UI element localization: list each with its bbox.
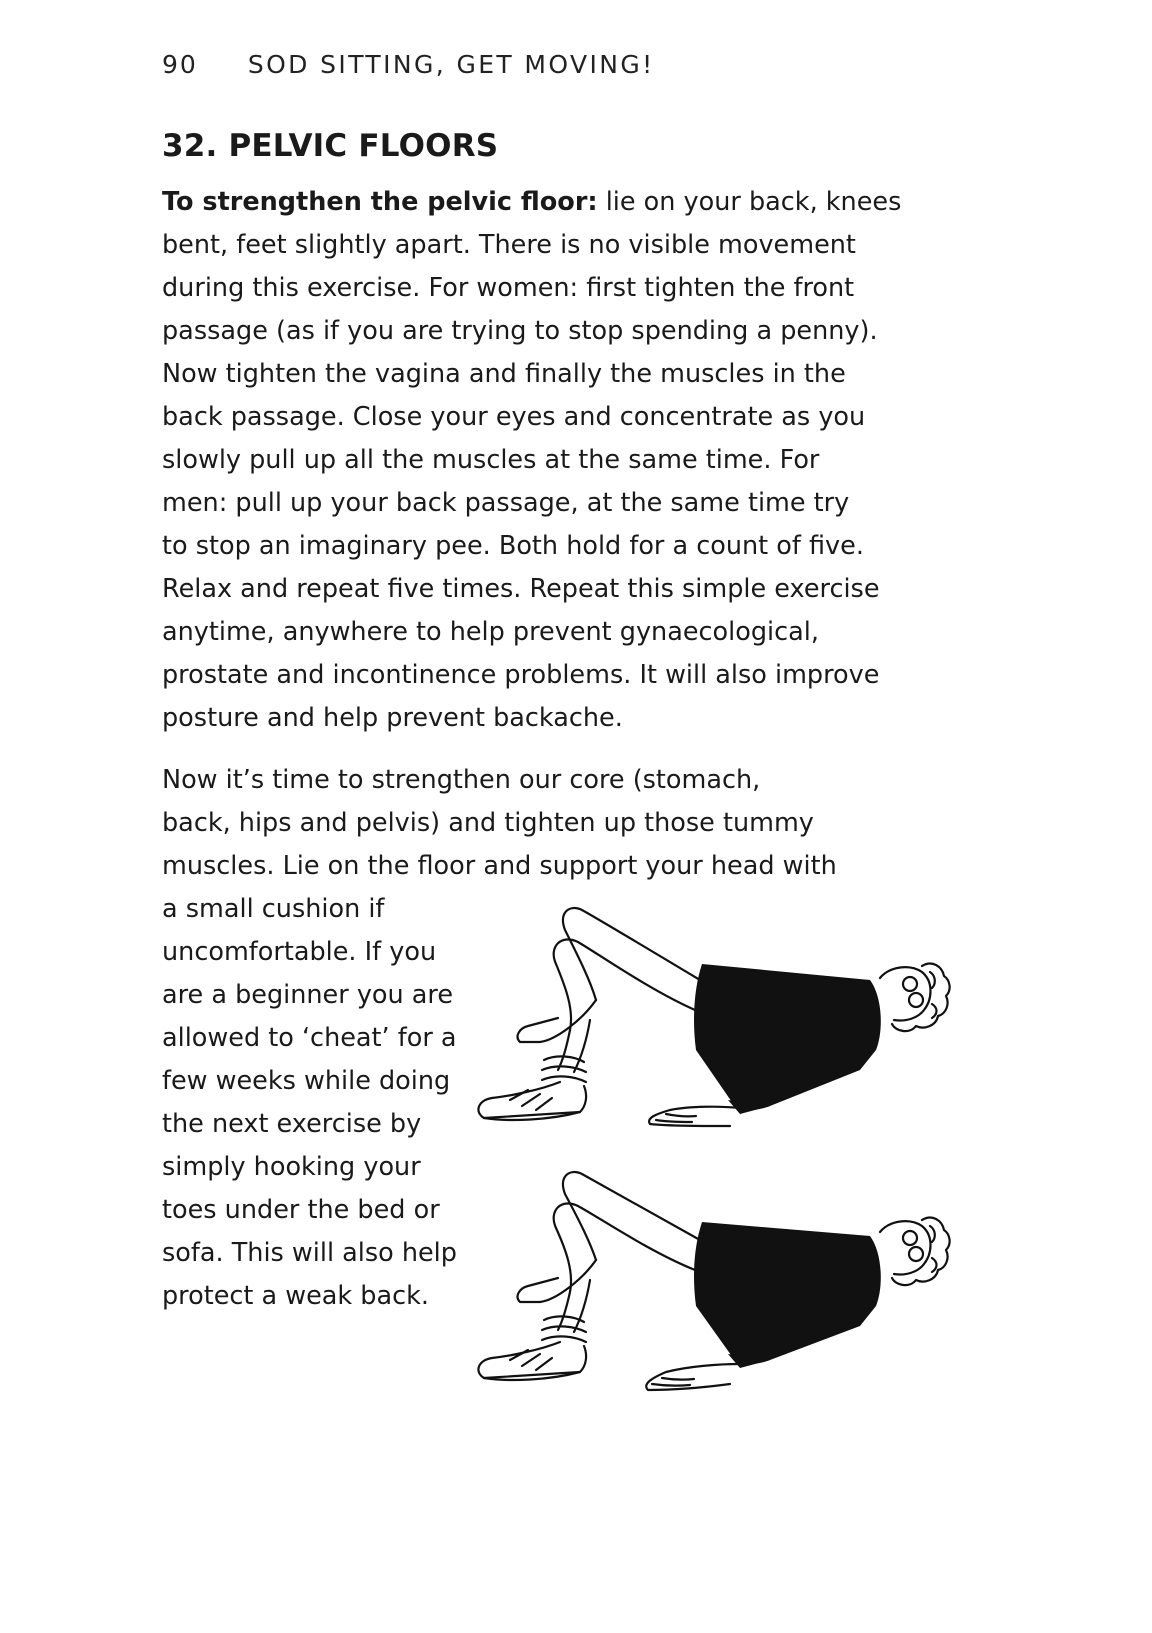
exercise-illustration-start <box>470 900 970 1170</box>
paragraph-line: slowly pull up all the muscles at the same time. For <box>162 445 820 475</box>
paragraph-line: sofa. This will also help <box>162 1238 457 1268</box>
paragraph-line-text: lie on your back, knees <box>597 187 902 217</box>
paragraph-line: posture and help prevent backache. <box>162 703 623 733</box>
person-lying-knees-bent-illustration <box>470 1160 970 1420</box>
paragraph-line: are a beginner you are <box>162 980 454 1010</box>
paragraph-line: few weeks while doing <box>162 1066 451 1096</box>
paragraph-line: toes under the bed or <box>162 1195 440 1225</box>
paragraph-line: during this exercise. For women: first tighten the front <box>162 273 855 303</box>
paragraph-line: Now tighten the vagina and finally the muscles in the <box>162 359 846 389</box>
paragraph-line: passage (as if you are trying to stop spending a penny). <box>162 316 878 346</box>
paragraph-line: men: pull up your back passage, at the same time try <box>162 488 850 518</box>
running-title: SOD SITTING, GET MOVING! <box>247 50 655 79</box>
paragraph-line: muscles. Lie on the floor and support your head with <box>162 851 837 881</box>
paragraph-line: prostate and incontinence problems. It will also improve <box>162 660 880 690</box>
paragraph-line <box>162 181 901 224</box>
paragraph-line: uncomfortable. If you <box>162 937 437 967</box>
paragraph-line: Relax and repeat five times. Repeat this simple exercise <box>162 574 880 604</box>
paragraph-line: anytime, anywhere to help prevent gynaecological, <box>162 617 819 647</box>
paragraph-line: the next exercise by <box>162 1109 422 1139</box>
paragraph-line: protect a weak back. <box>162 1281 430 1311</box>
paragraph-line: to stop an imaginary pee. Both hold for a count of five. <box>162 531 864 561</box>
exercise-illustration-end <box>470 1160 970 1420</box>
page-number: 90 <box>162 50 198 79</box>
running-head <box>162 50 655 84</box>
person-lying-knees-bent-illustration <box>470 900 970 1170</box>
paragraph-line: Now it’s time to strengthen our core (stomach, <box>162 765 761 795</box>
section-title: 32. PELVIC FLOORS <box>162 128 499 164</box>
paragraph-line: a small cushion if <box>162 894 385 924</box>
pelvic-floor-paragraph <box>162 181 901 740</box>
paragraph-line: simply hooking your <box>162 1152 421 1182</box>
lead-in-bold: To strengthen the pelvic floor: <box>162 187 598 217</box>
paragraph-line: back, hips and pelvis) and tighten up those tummy <box>162 808 814 838</box>
paragraph-line: bent, feet slightly apart. There is no visible movement <box>162 230 856 260</box>
paragraph-line: allowed to ‘cheat’ for a <box>162 1023 457 1053</box>
paragraph-line: back passage. Close your eyes and concentrate as you <box>162 402 866 432</box>
